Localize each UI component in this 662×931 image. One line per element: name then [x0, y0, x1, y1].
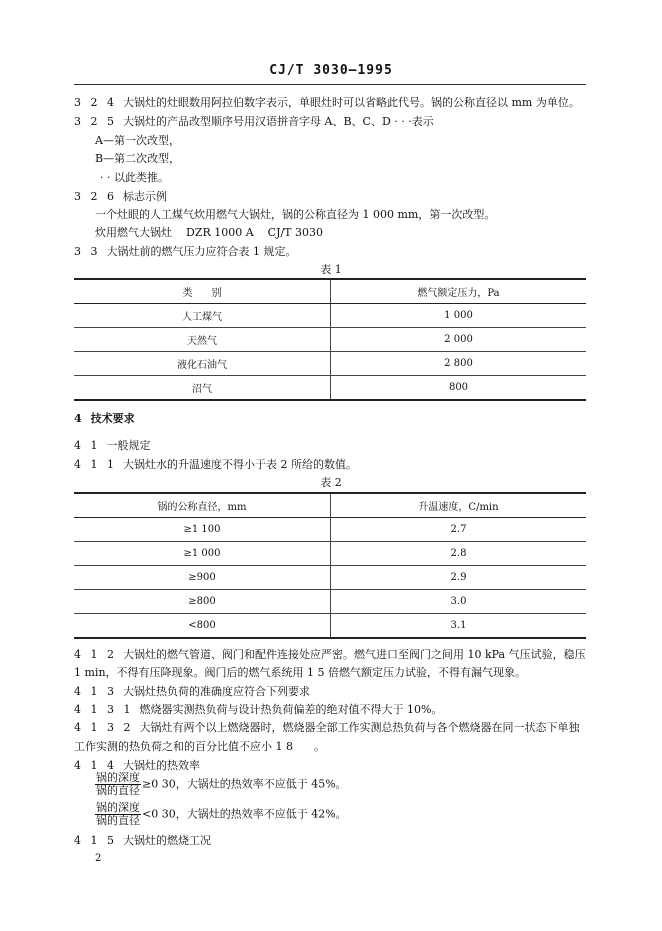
table-row — [74, 566, 586, 590]
clause-number: 4 1 5 — [74, 834, 117, 847]
clause-3-2-6 — [74, 190, 167, 204]
table-cell: 2 800 — [331, 352, 587, 376]
table-cell: 3.1 — [331, 614, 587, 639]
section-4 — [74, 412, 135, 426]
section-number: 4 — [74, 412, 85, 425]
list-item: A—第一次改型， — [95, 134, 180, 147]
clause-4-1-2 — [74, 648, 586, 662]
clause-number: 4 1 3 2 — [74, 721, 134, 734]
condition-text: ≥0 30，大锅灶的热效率不应低于 45%。 — [142, 777, 347, 791]
fraction-numerator: 锅的深度 — [96, 771, 140, 784]
table-row — [74, 328, 586, 352]
condition-text: <0 30，大锅灶的热效率不应低于 42%。 — [142, 807, 347, 821]
table-row — [74, 542, 586, 566]
table-cell: ≥800 — [74, 590, 331, 614]
clause-text: 大锅灶的灶眼数用阿拉伯数字表示，单眼灶时可以省略此代号。锅的公称直径以 mm 为单位。 — [123, 96, 580, 109]
clause-3-2-5 — [74, 115, 434, 129]
clause-number: 4 1 2 — [74, 648, 117, 661]
depth-diameter-ratio — [95, 802, 141, 827]
clause-number: 3 3 — [74, 245, 101, 258]
clause-text: 大锅灶水的升温速度不得小于表 2 所给的数值。 — [123, 458, 357, 471]
table-cell: 2.8 — [331, 542, 587, 566]
clause-text: 一般规定 — [106, 439, 151, 452]
clause-4-1-3-2 — [74, 721, 579, 735]
table-cell: ≥1 100 — [74, 518, 331, 542]
table-cell: 2.9 — [331, 566, 587, 590]
table-1-caption: 表 1 — [320, 263, 342, 276]
table-header: 锅的公称直径，mm — [74, 493, 331, 518]
clause-4-1-3-1 — [74, 703, 442, 717]
list-item: · · 以此类推。 — [100, 171, 169, 184]
clause-text-continued: 1 min，不得有压降现象。阀门后的燃气系统用 1 5 倍燃气额定压力试验，不得有漏气现象。 — [74, 666, 527, 679]
depth-diameter-ratio — [95, 772, 141, 797]
table-cell: 2.7 — [331, 518, 587, 542]
clause-number: 3 2 5 — [74, 115, 117, 128]
clause-number: 4 1 3 1 — [74, 703, 134, 716]
table-2 — [74, 492, 586, 639]
table-row — [74, 376, 586, 401]
clause-text: 大锅灶前的燃气压力应符合表 1 规定。 — [106, 245, 297, 258]
table-row — [74, 614, 586, 639]
clause-text: 大锅灶的燃气管道、阀门和配件连接处应严密。燃气进口至阀门之间用 10 kPa 气压试验，稳压 — [123, 648, 586, 661]
table-cell: 沼气 — [74, 376, 331, 401]
clause-text: 大锅灶热负荷的准确度应符合下列要求 — [123, 685, 310, 698]
clause-text: 标志示例 — [123, 190, 167, 203]
clause-text: 大锅灶的热效率 — [123, 759, 200, 772]
table-cell: 800 — [331, 376, 587, 401]
fraction-numerator: 锅的深度 — [96, 801, 140, 814]
table-2-caption: 表 2 — [320, 476, 342, 489]
fraction-denominator: 锅的直径 — [96, 784, 140, 797]
clause-number: 4 1 1 — [74, 458, 117, 471]
table-header: 升温速度，C/min — [331, 493, 587, 518]
table-cell: 2 000 — [331, 328, 587, 352]
clause-text: 燃烧器实测热负荷与设计热负荷偏差的绝对值不得大于 10%。 — [139, 703, 443, 716]
table-cell: 1 000 — [331, 304, 587, 328]
clause-4-1-1 — [74, 458, 357, 472]
efficiency-condition-1 — [95, 772, 347, 797]
table-row — [74, 304, 586, 328]
clause-number: 4 1 3 — [74, 685, 117, 698]
table-cell: ≥900 — [74, 566, 331, 590]
page-number: 2 — [95, 853, 102, 864]
table-row — [74, 352, 586, 376]
efficiency-condition-2 — [95, 802, 347, 827]
table-row — [74, 590, 586, 614]
table-header: 燃气额定压力，Pa — [331, 279, 587, 304]
clause-3-2-4 — [74, 96, 580, 110]
table-cell: 液化石油气 — [74, 352, 331, 376]
clause-text: 大锅灶的产品改型顺序号用汉语拼音字母 A、B、C、D · · ·表示 — [123, 115, 434, 128]
clause-3-3 — [74, 245, 297, 259]
clause-4-1-5 — [74, 834, 211, 848]
table-cell: ≥1 000 — [74, 542, 331, 566]
fraction-denominator: 锅的直径 — [96, 814, 140, 827]
clause-number: 3 2 4 — [74, 96, 117, 109]
page-header: CJ/T 3030—1995 — [269, 63, 393, 78]
clause-number: 4 1 — [74, 439, 101, 452]
clause-text-continued: 工作实测的热负荷之和的百分比值不应小 1 8 。 — [74, 740, 325, 753]
table-cell: 人工煤气 — [74, 304, 331, 328]
example-mark: 炊用燃气大锅灶 DZR 1000 A CJ/T 3030 — [95, 226, 324, 239]
table-header: 类 别 — [74, 279, 331, 304]
table-cell: 3.0 — [331, 590, 587, 614]
table-cell: 天然气 — [74, 328, 331, 352]
table-row — [74, 518, 586, 542]
clause-number: 4 1 4 — [74, 759, 117, 772]
example-text: 一个灶眼的人工煤气炊用燃气大锅灶，锅的公称直径为 1 000 mm，第一次改型。 — [95, 208, 496, 221]
clause-4-1 — [74, 439, 151, 453]
table-1 — [74, 278, 586, 401]
table-cell: <800 — [74, 614, 331, 639]
clause-text: 大锅灶的燃烧工况 — [123, 834, 211, 847]
list-item: B—第二次改型， — [95, 152, 181, 165]
clause-text: 大锅灶有两个以上燃烧器时，燃烧器全部工作实测总热负荷与各个燃烧器在同一状态下单独 — [139, 721, 580, 734]
header-rule — [74, 84, 586, 85]
clause-4-1-3 — [74, 685, 310, 699]
section-title: 技术要求 — [90, 412, 135, 425]
clause-number: 3 2 6 — [74, 190, 117, 203]
